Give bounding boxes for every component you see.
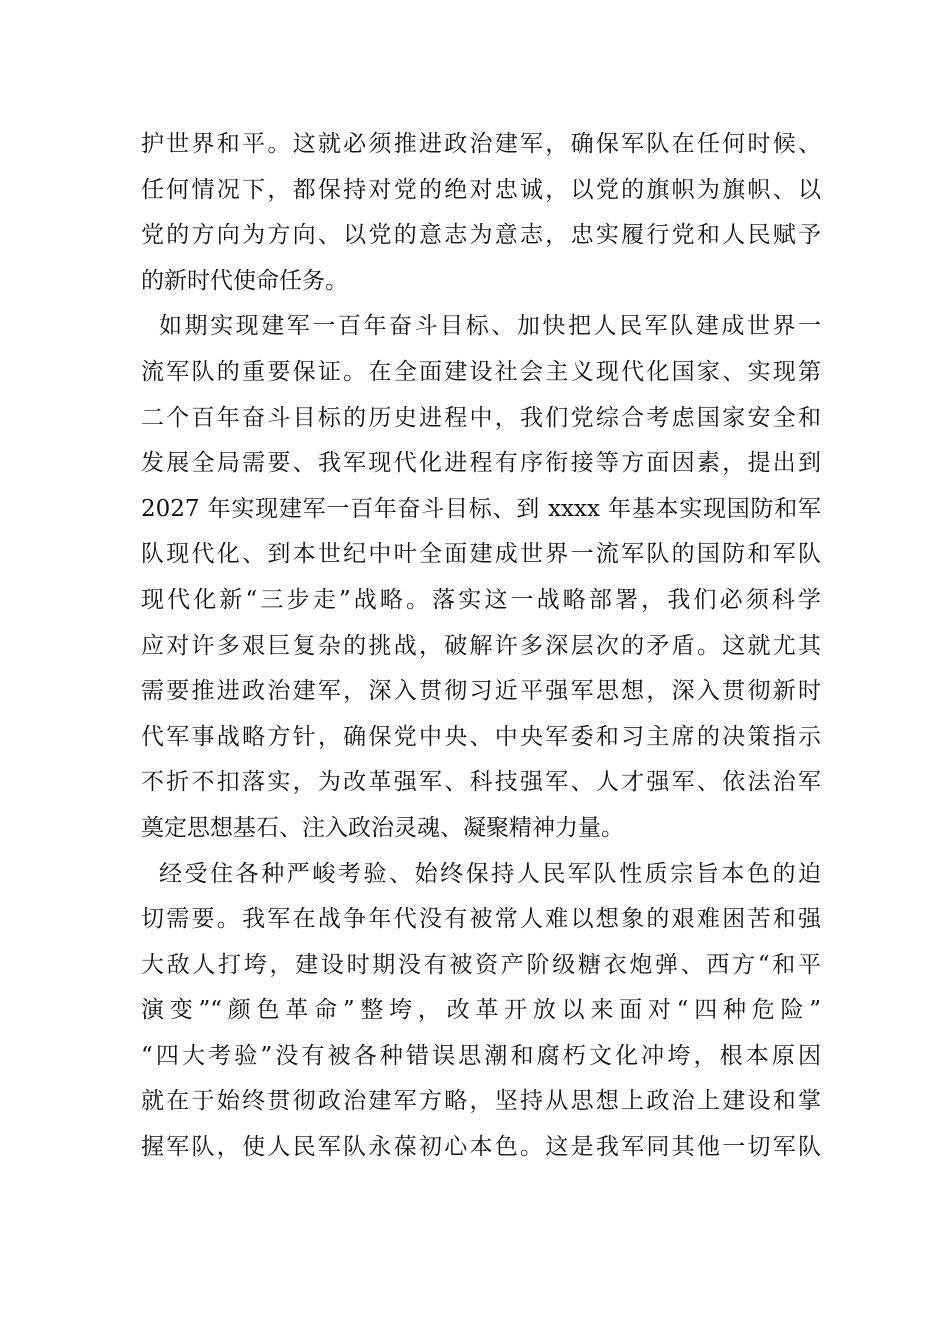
- text-line: 护世界和平。这就必须推进政治建军，确保军队在任何时候、: [141, 131, 821, 157]
- text-line: 切需要。我军在战争年代没有被常人难以想象的艰难困苦和强: [141, 906, 821, 933]
- body-text: [141, 122, 821, 1171]
- text-line: 代军事战略方针，确保党中央、中央军委和习主席的决策指示: [141, 723, 821, 750]
- text-line: 2027 年实现建军一百年奋斗目标、到 xxxx 年基本实现国防和军: [141, 495, 821, 522]
- text-line: 流军队的重要保证。在全面建设社会主义现代化国家、实现第: [141, 358, 821, 385]
- text-line: 队现代化、到本世纪中叶全面建成世界一流军队的国防和军队: [141, 541, 821, 568]
- text-line: 党的方向为方向、以党的意志为意志，忠实履行党和人民赋予: [141, 222, 821, 249]
- text-line: 现代化新“三步走”战略。落实这一战略部署，我们必须科学: [141, 586, 821, 613]
- text-line: 不折不扣落实，为改革强军、科技强军、人才强军、依法治军: [141, 769, 821, 796]
- text-line: 发展全局需要、我军现代化进程有序衔接等方面因素，提出到: [141, 450, 821, 477]
- text-line: 应对许多艰巨复杂的挑战，破解许多深层次的矛盾。这就尤其: [141, 632, 821, 659]
- text-line: 就在于始终贯彻政治建军方略，坚持从思想上政治上建设和掌: [141, 1088, 821, 1115]
- text-line: “四大考验”没有被各种错误思潮和腐朽文化冲垮，根本原因: [141, 1042, 821, 1069]
- paragraph-1: [141, 122, 821, 304]
- text-line: 握军队，使人民军队永葆初心本色。这是我军同其他一切军队: [141, 1134, 821, 1161]
- text-line: 的新时代使命任务。: [141, 267, 348, 294]
- paragraph-2: [141, 304, 821, 851]
- text-line: 演变”“颜色革命”整垮，改革开放以来面对“四种危险”: [141, 997, 821, 1024]
- text-line: 需要推进政治建军，深入贯彻习近平强军思想，深入贯彻新时: [141, 678, 821, 705]
- paragraph-3: [141, 852, 821, 1171]
- text-line: 大敌人打垮，建设时期没有被资产阶级糖衣炮弹、西方“和平: [141, 951, 821, 978]
- text-line: 奠定思想基石、注入政治灵魂、凝聚精神力量。: [141, 814, 624, 841]
- text-line: 如期实现建军一百年奋斗目标、加快把人民军队建成世界一: [159, 313, 821, 340]
- text-line: 二个百年奋斗目标的历史进程中，我们党综合考虑国家安全和: [141, 404, 821, 431]
- text-line: 任何情况下，都保持对党的绝对忠诚，以党的旗帜为旗帜、以: [141, 176, 821, 203]
- text-line: 经受住各种严峻考验、始终保持人民军队性质宗旨本色的迫: [159, 860, 821, 887]
